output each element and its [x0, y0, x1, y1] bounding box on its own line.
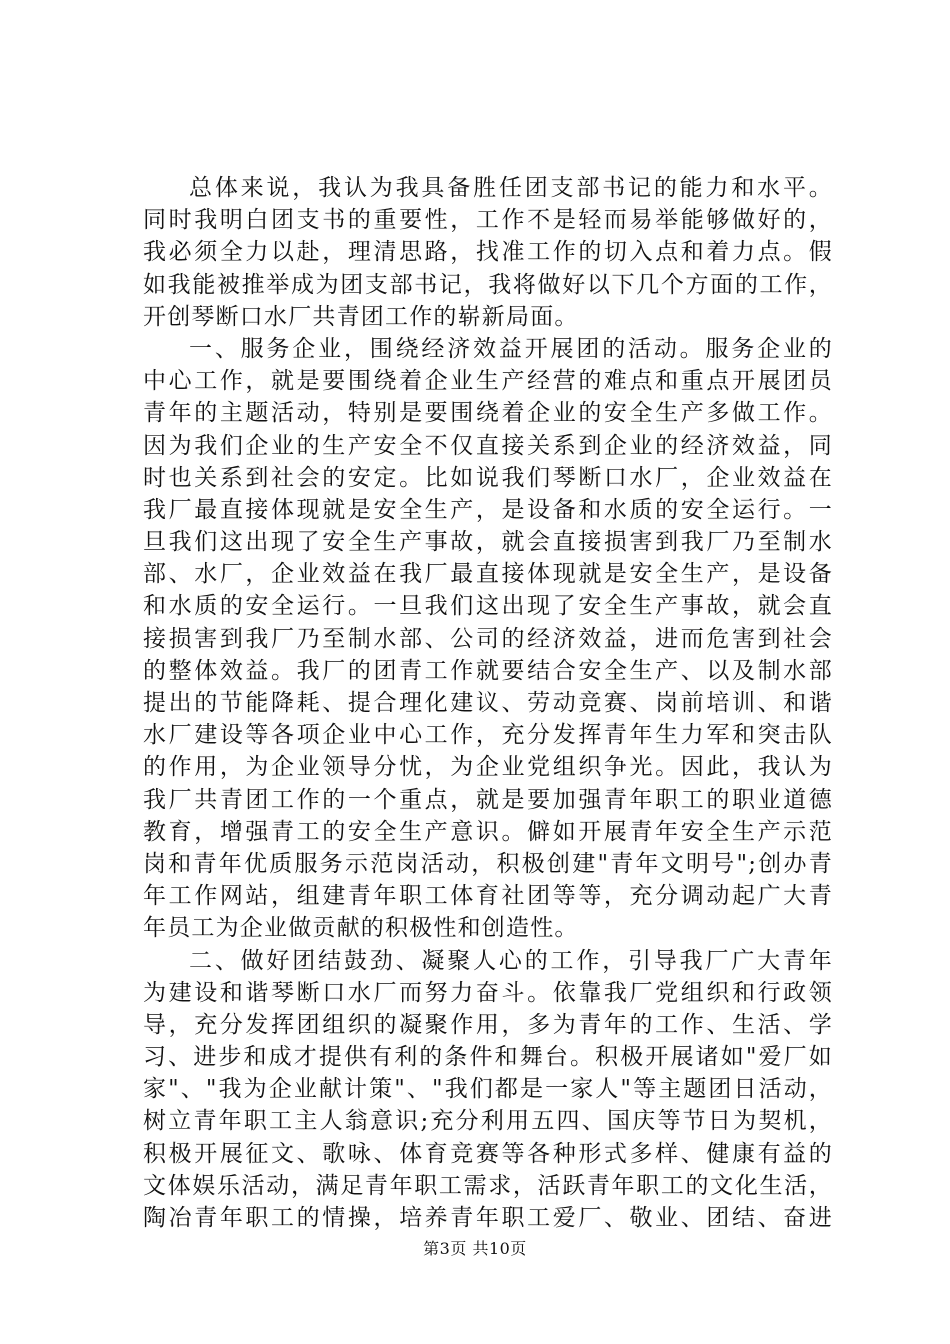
text-line: 岗和青年优质服务示范岗活动，积极创建"青年文明号";创办青: [143, 850, 833, 877]
text-line: 习、进步和成才提供有利的条件和舞台。积极开展诸如"爱厂如: [143, 1044, 833, 1071]
text-line: 同时我明白团支书的重要性，工作不是轻而易举能够做好的，: [143, 207, 833, 234]
document-body: [143, 172, 833, 1234]
text-line: 时也关系到社会的安定。比如说我们琴断口水厂，企业效益在: [143, 464, 833, 491]
text-line: 旦我们这出现了安全生产事故，就会直接损害到我厂乃至制水: [143, 529, 833, 556]
text-line: 我厂共青团工作的一个重点，就是要加强青年职工的职业道德: [143, 786, 833, 813]
text-line: 积极开展征文、歌咏、体育竞赛等各种形式多样、健康有益的: [143, 1140, 833, 1167]
text-line: 接损害到我厂乃至制水部、公司的经济效益，进而危害到社会: [143, 625, 833, 652]
text-line: 年工作网站，组建青年职工体育社团等等，充分调动起广大青: [143, 883, 833, 910]
text-line: 部、水厂，企业效益在我厂最直接体现就是安全生产，是设备: [143, 561, 833, 588]
text-line: 水厂建设等各项企业中心工作，充分发挥青年生力军和突击队: [143, 722, 833, 749]
text-line: 青年的主题活动，特别是要围绕着企业的安全生产多做工作。: [143, 400, 833, 427]
text-line: 树立青年职工主人翁意识;充分利用五四、国庆等节日为契机，: [143, 1108, 833, 1135]
text-line: 我厂最直接体现就是安全生产，是设备和水质的安全运行。一: [143, 496, 833, 523]
text-line: 提出的节能降耗、提合理化建议、劳动竞赛、岗前培训、和谐: [143, 690, 833, 716]
text-line: 年员工为企业做贡献的积极性和创造性。: [143, 915, 579, 942]
text-line: 和水质的安全运行。一旦我们这出现了安全生产事故，就会直: [143, 593, 833, 620]
text-line: 陶冶青年职工的情操，培养青年职工爱厂、敬业、团结、奋进: [143, 1205, 833, 1231]
text-line: 为建设和谐琴断口水厂而努力奋斗。依靠我厂党组织和行政领: [143, 979, 833, 1006]
text-line: 总体来说，我认为我具备胜任团支部书记的能力和水平。: [189, 175, 833, 201]
text-line: 如我能被推举成为团支部书记，我将做好以下几个方面的工作，: [143, 271, 833, 298]
text-line: 开创琴断口水厂共青团工作的崭新局面。: [143, 303, 579, 330]
text-line: 导，充分发挥团组织的凝聚作用，多为青年的工作、生活、学: [143, 1011, 833, 1038]
text-line: 二、做好团结鼓劲、凝聚人心的工作，引导我厂广大青年: [189, 947, 833, 974]
text-line: 我必须全力以赴，理清思路，找准工作的切入点和着力点。假: [143, 239, 833, 266]
text-line: 的作用，为企业领导分忧，为企业党组织争光。因此，我认为: [143, 754, 833, 781]
text-line: 文体娱乐活动，满足青年职工需求，活跃青年职工的文化生活，: [143, 1172, 833, 1199]
text-line: 因为我们企业的生产安全不仅直接关系到企业的经济效益，同: [143, 432, 833, 459]
page-footer: 第3页 共10页: [423, 1239, 527, 1258]
text-line: 一、服务企业，围绕经济效益开展团的活动。服务企业的: [189, 335, 833, 362]
text-line: 教育，增强青工的安全生产意识。僻如开展青年安全生产示范: [143, 818, 833, 845]
text-line: 家"、"我为企业献计策"、"我们都是一家人"等主题团日活动，: [143, 1076, 833, 1103]
text-line: 中心工作，就是要围绕着企业生产经营的难点和重点开展团员: [143, 368, 833, 395]
text-line: 的整体效益。我厂的团青工作就要结合安全生产、以及制水部: [143, 657, 833, 684]
